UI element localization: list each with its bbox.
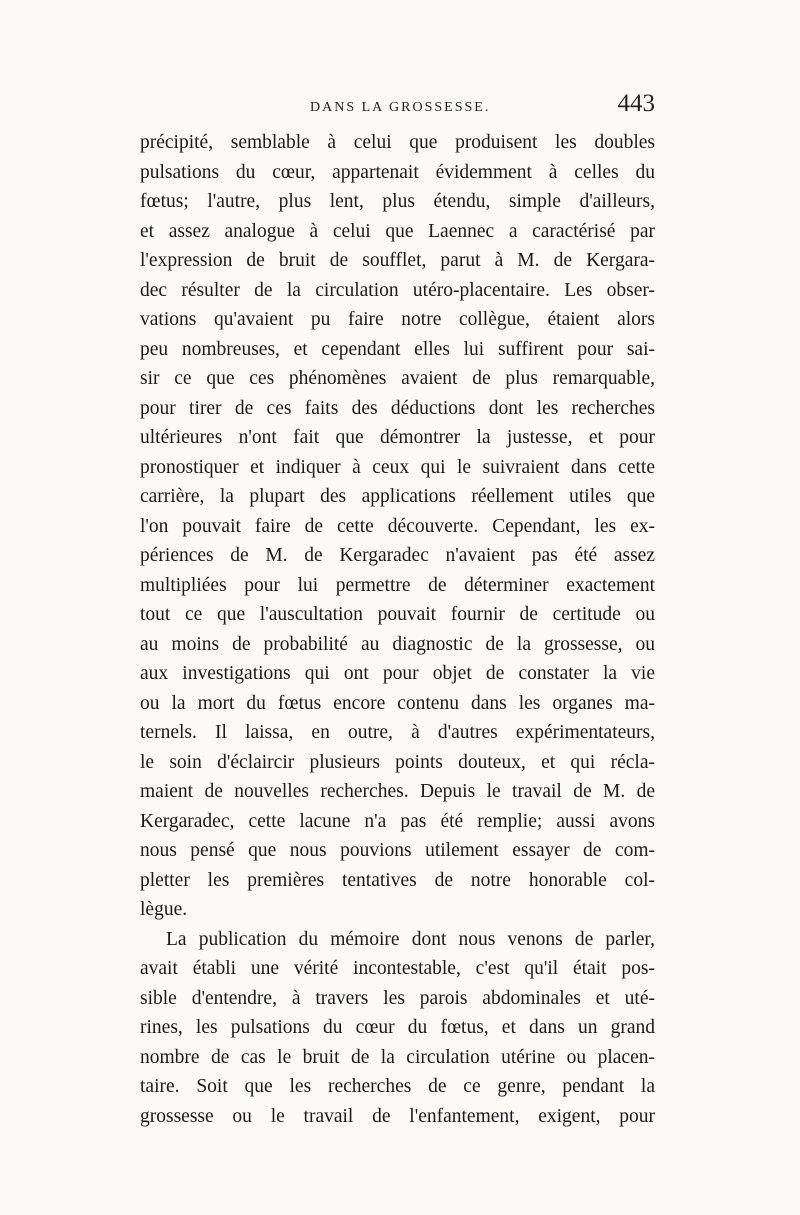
text-line: nombre de cas le bruit de la circulation utérine ou placen-	[140, 1046, 655, 1068]
text-line: vations qu'avaient pu faire notre collègue, étaient alors	[140, 309, 655, 330]
text-line: pletter les premières tentatives de notre honorable col-	[140, 869, 655, 891]
text-line: dec résulter de la circulation utéro-placentaire. Les obser-	[140, 279, 655, 301]
text-line: lègue.	[140, 899, 188, 920]
body-text	[140, 128, 655, 1131]
text-line: aux investigations qui ont pour objet de constater la vie	[140, 663, 655, 684]
page-number: 443	[617, 90, 655, 117]
page-header	[140, 90, 655, 126]
text-line: précipité, semblable à celui que produisent les doubles	[140, 132, 655, 153]
text-line: maient de nouvelles recherches. Depuis le travail de M. de	[140, 781, 655, 802]
text-line: le soin d'éclaircir plusieurs points douteux, et qui récla-	[140, 751, 655, 773]
running-head: DANS LA GROSSESSE.	[310, 100, 491, 115]
text-line: avait établi une vérité incontestable, c'est qu'il était pos-	[140, 958, 655, 979]
text-line: multipliées pour lui permettre de déterminer exactement	[140, 574, 655, 596]
text-line: l'expression de bruit de soufflet, parut à M. de Kergara-	[140, 250, 655, 271]
text-line: périences de M. de Kergaradec n'avaient pas été assez	[140, 545, 655, 566]
text-line: pulsations du cœur, appartenait évidemment à celles du	[140, 161, 655, 183]
text-line: pour tirer de ces faits des déductions dont les recherches	[140, 397, 655, 419]
text-line: La publication du mémoire dont nous venons de parler,	[166, 928, 655, 950]
text-line: grossesse ou le travail de l'enfantement, exigent, pour	[140, 1105, 655, 1127]
text-line: fœtus; l'autre, plus lent, plus étendu, simple d'ailleurs,	[140, 191, 655, 212]
text-line: nous pensé que nous pouvions utilement essayer de com-	[140, 840, 655, 861]
text-line: rines, les pulsations du cœur du fœtus, et dans un grand	[140, 1017, 655, 1038]
text-line: au moins de probabilité au diagnostic de la grossesse, ou	[140, 633, 655, 655]
text-line: ultérieures n'ont fait que démontrer la justesse, et pour	[140, 427, 655, 448]
text-line: sible d'entendre, à travers les parois abdominales et uté-	[140, 987, 655, 1009]
text-line: taire. Soit que les recherches de ce genre, pendant la	[140, 1076, 655, 1097]
text-line: ternels. Il laissa, en outre, à d'autres expérimentateurs,	[140, 722, 655, 743]
text-line: carrière, la plupart des applications réellement utiles que	[140, 486, 655, 507]
text-line: Kergaradec, cette lacune n'a pas été remplie; aussi avons	[140, 810, 655, 832]
text-line: l'on pouvait faire de cette découverte. Cependant, les ex-	[140, 515, 655, 537]
text-line: peu nombreuses, et cependant elles lui suffirent pour sai-	[140, 338, 655, 360]
text-line: pronostiquer et indiquer à ceux qui le suivraient dans cette	[140, 456, 655, 478]
text-line: tout ce que l'auscultation pouvait fournir de certitude ou	[140, 604, 655, 625]
text-line: ou la mort du fœtus encore contenu dans les organes ma-	[140, 692, 655, 714]
text-line: sir ce que ces phénomènes avaient de plus remarquable,	[140, 368, 655, 389]
text-line: et assez analogue à celui que Laennec a caractérisé par	[140, 220, 655, 242]
